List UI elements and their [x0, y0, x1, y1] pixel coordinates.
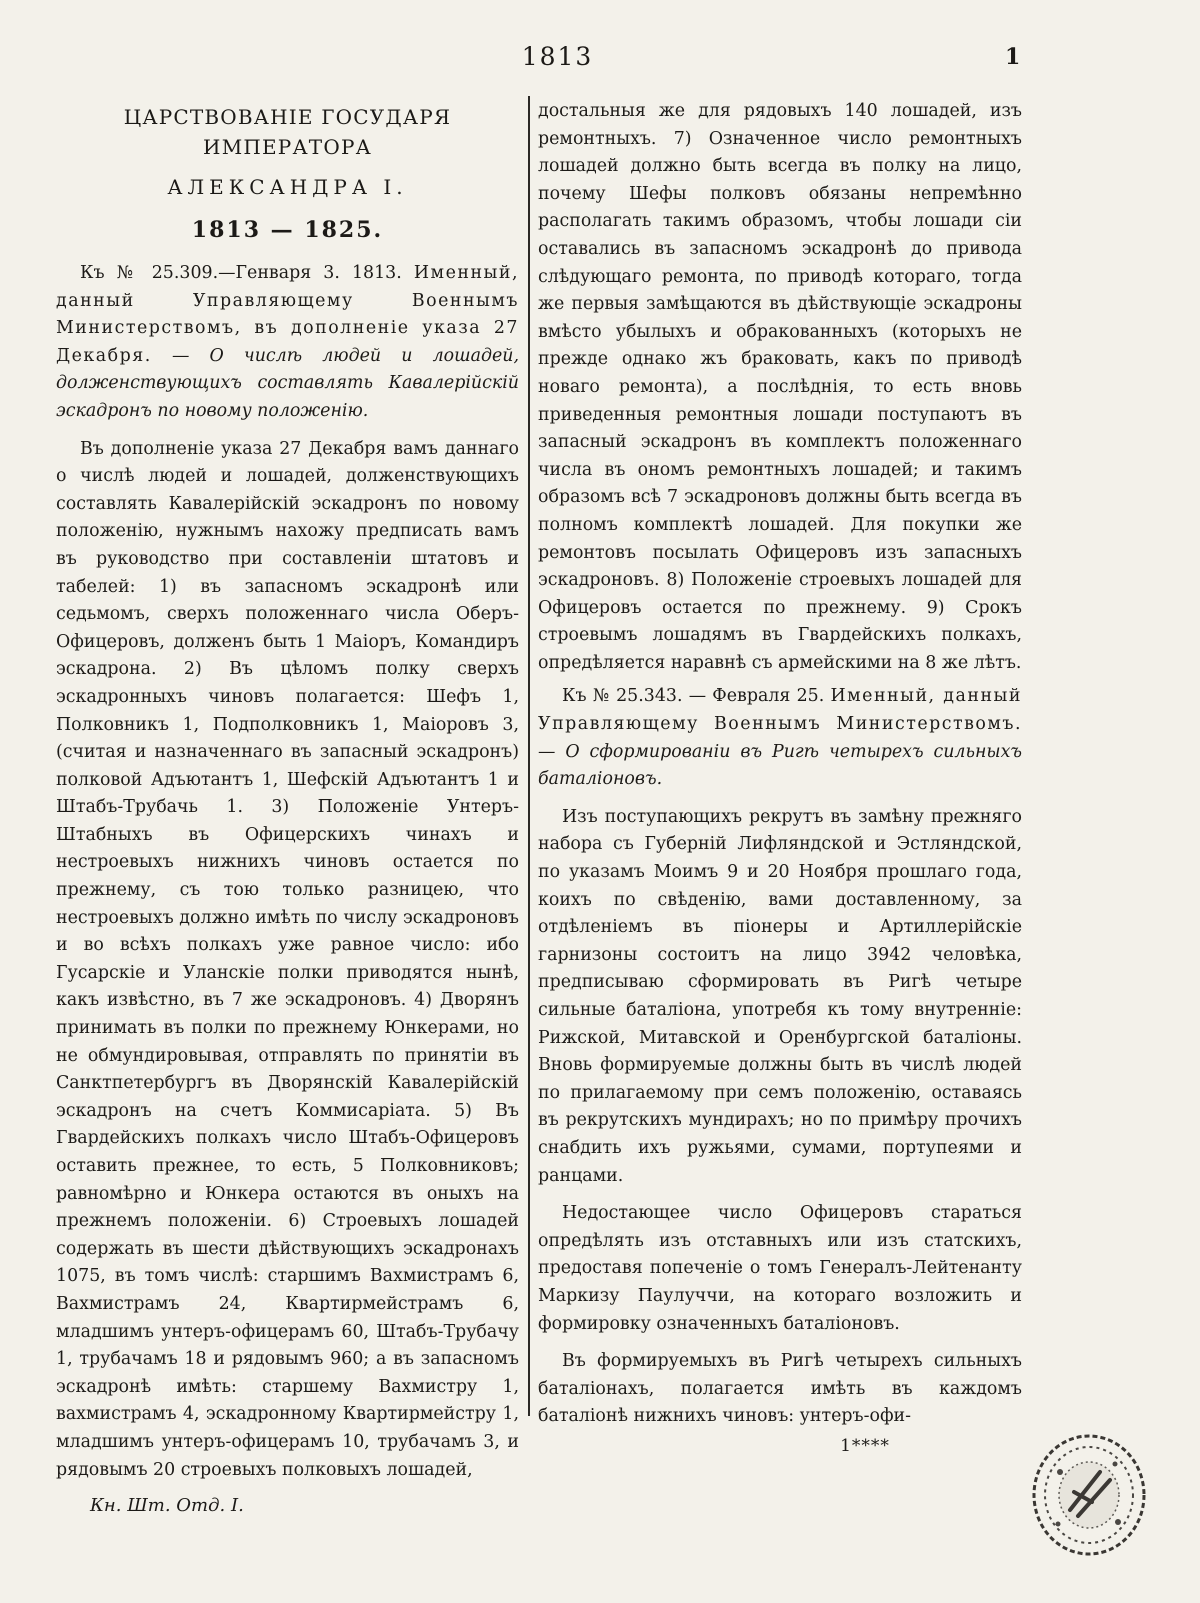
left-column	[56, 98, 519, 1520]
document-heading-25309	[56, 260, 519, 426]
document-number: Къ № 25.343. — Февраля 25.	[562, 686, 825, 707]
document-subject: — О числѣ людей и лошадей, долженствующихъ составлять Кавалерійскій эскадронъ по новому положенію.	[56, 345, 519, 421]
document-paragraph-3: Въ формируемыхъ въ Ригѣ четырехъ сильныхъ баталіонахъ, полагается имѣть въ каждомъ баталіонѣ нижнихъ чиновъ: унтеръ-офи-	[538, 1351, 1022, 1427]
document-heading-25343	[538, 683, 1022, 793]
document-type: Именный, данный Управляющему Военнымъ Министерствомъ.	[538, 686, 1022, 735]
reign-name: АЛЕКСАНДРА І.	[167, 175, 408, 199]
running-header-year: 1813	[521, 42, 594, 71]
reign-years: 1813 — 1825.	[191, 217, 384, 243]
reign-title: ЦАРСТВОВАНІЕ ГОСУДАРЯ ИМПЕРАТОРА	[123, 105, 452, 159]
document-type: Именный, данный Управляющему Военнымъ Министерствомъ, въ дополненіе указа 27 Декабря.	[56, 263, 520, 366]
document-paragraph-1: Изъ поступающихъ рекрутъ въ замѣну прежняго набора съ Губерній Лифляндской и Эстляндской, по указамъ Моимъ 9 и 20 Ноября прошлаго года, коихъ по свѣденію, вами доставленному, за отдѣленіемъ въ піонеры и Артиллерійскіе гарнизоны состоитъ на лицо 3942 человѣка, предписываю сформировать въ Ригѣ четыре сильные баталіона, употребя къ тому внутренніе: Рижской, Митавской и Оренбургской баталіоны. Вновь формируемые должны быть въ числѣ людей по прилагаемому при семъ положенію, оставаясь въ рекрутскихъ мундирахъ; но по примѣру прочихъ снабдить ихъ ружьями, сумами, портупеями и ранцами.	[538, 806, 1022, 1186]
page-number: 1	[1005, 44, 1021, 70]
right-column	[538, 98, 1022, 1461]
document-body-25309: Въ дополненіе указа 27 Декабря вамъ даннаго о числѣ людей и лошадей, долженствующихъ составлять Кавалерійскій эскадронъ по новому положенію, нужнымъ нахожу предписать вамъ въ руководство при составленіи штатовъ и табелей: 1) въ запасномъ эскадронѣ или седьмомъ, сверхъ положеннаго числа Оберъ-Офицеровъ, долженъ быть 1 Маіоръ, Командиръ эскадрона. 2) Въ цѣломъ полку сверхъ эскадронныхъ чиновъ полагается: Шефъ 1, Полковникъ 1, Подполковникъ 1, Маіоровъ 3, (считая и назначеннаго въ запасный эскадронъ) полковой Адъютантъ 1, Шефскій Адъютантъ 1 и Штабъ-Трубачь 1. 3) Положеніе Унтеръ-Штабныхъ въ Офицерскихъ чинахъ и нестроевыхъ нижнихъ чиновъ остается по прежнему, съ тою только разницею, что нестроевыхъ должно имѣть по числу эскадроновъ и во всѣхъ полкахъ уже равное число: ибо Гусарскіе и Уланскіе полки приводятся нынѣ, какъ извѣстно, въ 7 же эскадроновъ. 4) Дворянъ принимать въ полки по прежнему Юнкерами, но не обмундировывая, отправлять по принятіи въ Санктпетербургъ въ Дворянскій Кавалерійскій эскадронъ на счетъ Коммисаріата. 5) Въ Гвардейскихъ полкахъ число Штабъ-Офицеровъ оставить прежнее, то есть, 5 Полковниковъ; равномѣрно и Юнкера остаются въ оныхъ на прежнемъ положеніи. 6) Строевыхъ лошадей содержать въ шести дѣйствующихъ эскадронахъ 1075, въ томъ числѣ: старшимъ Вахмистрамъ 6, Вахмистрамъ 24, Квартирмейстрамъ 6, младшимъ унтеръ-офицерамъ 60, Штабъ-Трубачу 1, трубачамъ 18 и рядовымъ 960; а въ запасномъ эскадронѣ имѣть: старшему Вахмистру 1, вахмистрамъ 4, эскадронному Квартирмейстру 1, младшимъ унтеръ-офицерамъ 10, трубачамъ 3, и рядовымъ 20 строевыхъ полковыхъ лошадей,	[56, 438, 519, 1480]
document-paragraph-2: Недостающее число Офицеровъ стараться опредѣлять изъ отставныхъ или изъ статскихъ, предоставя попеченіе о томъ Генералъ-Лейтенанту Маркизу Паулуччи, на котораго возложить и формировку означенныхъ баталіоновъ.	[538, 1203, 1022, 1334]
continued-text: достальныя же для рядовыхъ 140 лошадей, изъ ремонтныхъ. 7) Означенное число ремонтныхъ лошадей должно быть всегда въ полку на лицо, почему Шефы полковъ обязаны непремѣнно располагать такимъ образомъ, чтобы лошади сіи оставались въ запасномъ эскадронѣ до привода слѣдующаго ремонта, по приводѣ котораго, тогда же первыя замѣщаются въ дѣйствующіе эскадроны вмѣсто убылыхъ и обракованныхъ (которыхъ не прежде однако жъ браковать, какъ по приводѣ новаго ремонта), а послѣднія, то есть вновь приведенныя ремонтныя лошади поступаютъ въ запасный эскадронъ въ комплектъ положеннаго числа въ ономъ ремонтныхъ лошадей; и такимъ образомъ всѣ 7 эскадроновъ должны быть всегда въ полномъ комплектѣ лошадей. Для покупки же ремонтовъ посылать Офицеровъ изъ запасныхъ эскадроновъ. 8) Положеніе строевыхъ лошадей для Офицеровъ остается по прежнему. 9) Срокъ строевымъ лошадямъ въ Гвардейскихъ полкахъ, опредѣляется наравнѣ съ армейскими на 8 же лѣтъ.	[538, 101, 1022, 673]
library-stamp-icon	[1030, 1432, 1148, 1558]
document-subject: — О сформированіи въ Ригѣ четырехъ сильныхъ баталіоновъ.	[538, 741, 1022, 790]
column-divider	[528, 96, 530, 1416]
source-reference: Кн. Шт. Отд. I.	[90, 1495, 244, 1517]
document-number: Къ № 25.309.—Генваря 3. 1813.	[80, 263, 402, 283]
printer-signature-mark: 1****	[840, 1435, 890, 1456]
